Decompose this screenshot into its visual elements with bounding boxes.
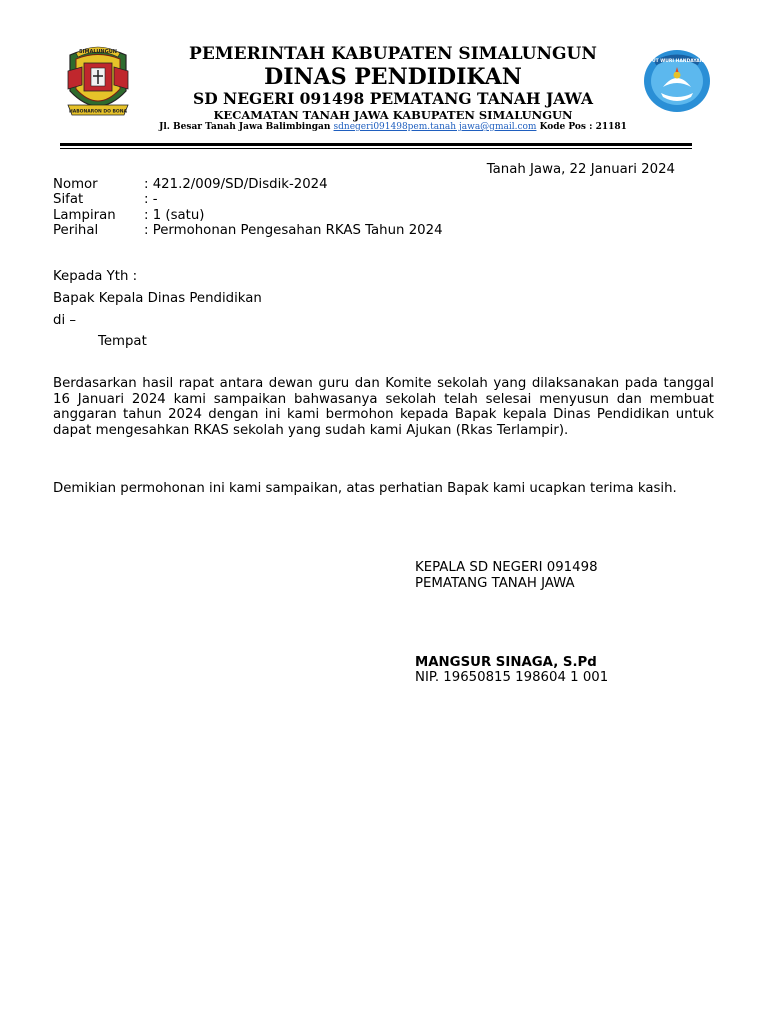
office-name: DINAS PENDIDIKAN	[264, 64, 522, 90]
meta-value-perihal: : Permohonan Pengesahan RKAS Tahun 2024	[144, 223, 443, 238]
logo-bottom-text: HABONARON DO BONA	[68, 109, 128, 115]
address-line	[140, 121, 646, 133]
recipient-di: di –	[53, 313, 77, 328]
meta-value-nomor: : 421.2/009/SD/Disdik-2024	[144, 177, 328, 192]
signatory-name: MANGSUR SINAGA, S.Pd	[415, 655, 597, 670]
district-name: KECAMATAN TANAH JAWA KABUPATEN SIMALUNGUN	[213, 108, 573, 122]
meta-value-sifat: : -	[144, 192, 158, 207]
letterhead-divider-thick	[60, 143, 692, 146]
signatory-nip: NIP. 19650815 198604 1 001	[415, 670, 609, 685]
meta-label-sifat: Sifat	[53, 192, 84, 207]
letterhead-divider-thin	[60, 148, 692, 149]
signature-title-line1: KEPALA SD NEGERI 091498	[415, 560, 598, 575]
recipient-name: Bapak Kepala Dinas Pendidikan	[53, 291, 262, 306]
letter-date: Tanah Jawa, 22 Januari 2024	[486, 162, 675, 177]
signature-title-line2: PEMATANG TANAH JAWA	[415, 576, 575, 591]
logo-top-text: SIMALUNGUN	[79, 49, 117, 55]
government-name: PEMERINTAH KABUPATEN SIMALUNGUN	[189, 44, 597, 64]
recipient-place: Tempat	[98, 334, 147, 349]
address-text: Jl. Besar Tanah Jawa Balimbingan	[159, 122, 331, 132]
email-link[interactable]: sdnegeri091498pem.tanah jawa@gmail.com	[333, 122, 537, 132]
meta-label-nomor: Nomor	[53, 177, 98, 192]
meta-label-perihal: Perihal	[53, 223, 99, 238]
right-logo-text: TUT WURI HANDAYANI	[648, 59, 706, 64]
postal-code: Kode Pos : 21181	[539, 122, 627, 132]
meta-value-lampiran: : 1 (satu)	[144, 208, 205, 223]
school-name: SD NEGERI 091498 PEMATANG TANAH JAWA	[193, 89, 593, 108]
recipient-greeting: Kepada Yth :	[53, 269, 138, 284]
meta-label-lampiran: Lampiran	[53, 208, 116, 223]
body-paragraph-1: Berdasarkan hasil rapat antara dewan guru dan Komite sekolah yang dilaksanakan pada tanggal 16 Januari 2024 kami sampaikan bahwasanya sekolah telah selesai menyusun dan membuat anggaran tahun 2024 dengan ini kami bermohon kepada Bapak kepala Dinas Pendidikan untuk dapat mengesahkan RKAS sekolah yang sudah kami Ajukan (Rkas Terlampir).	[53, 376, 714, 438]
body-paragraph-2: Demikian permohonan ini kami sampaikan, atas perhatian Bapak kami ucapkan terima kasih.	[53, 481, 677, 496]
